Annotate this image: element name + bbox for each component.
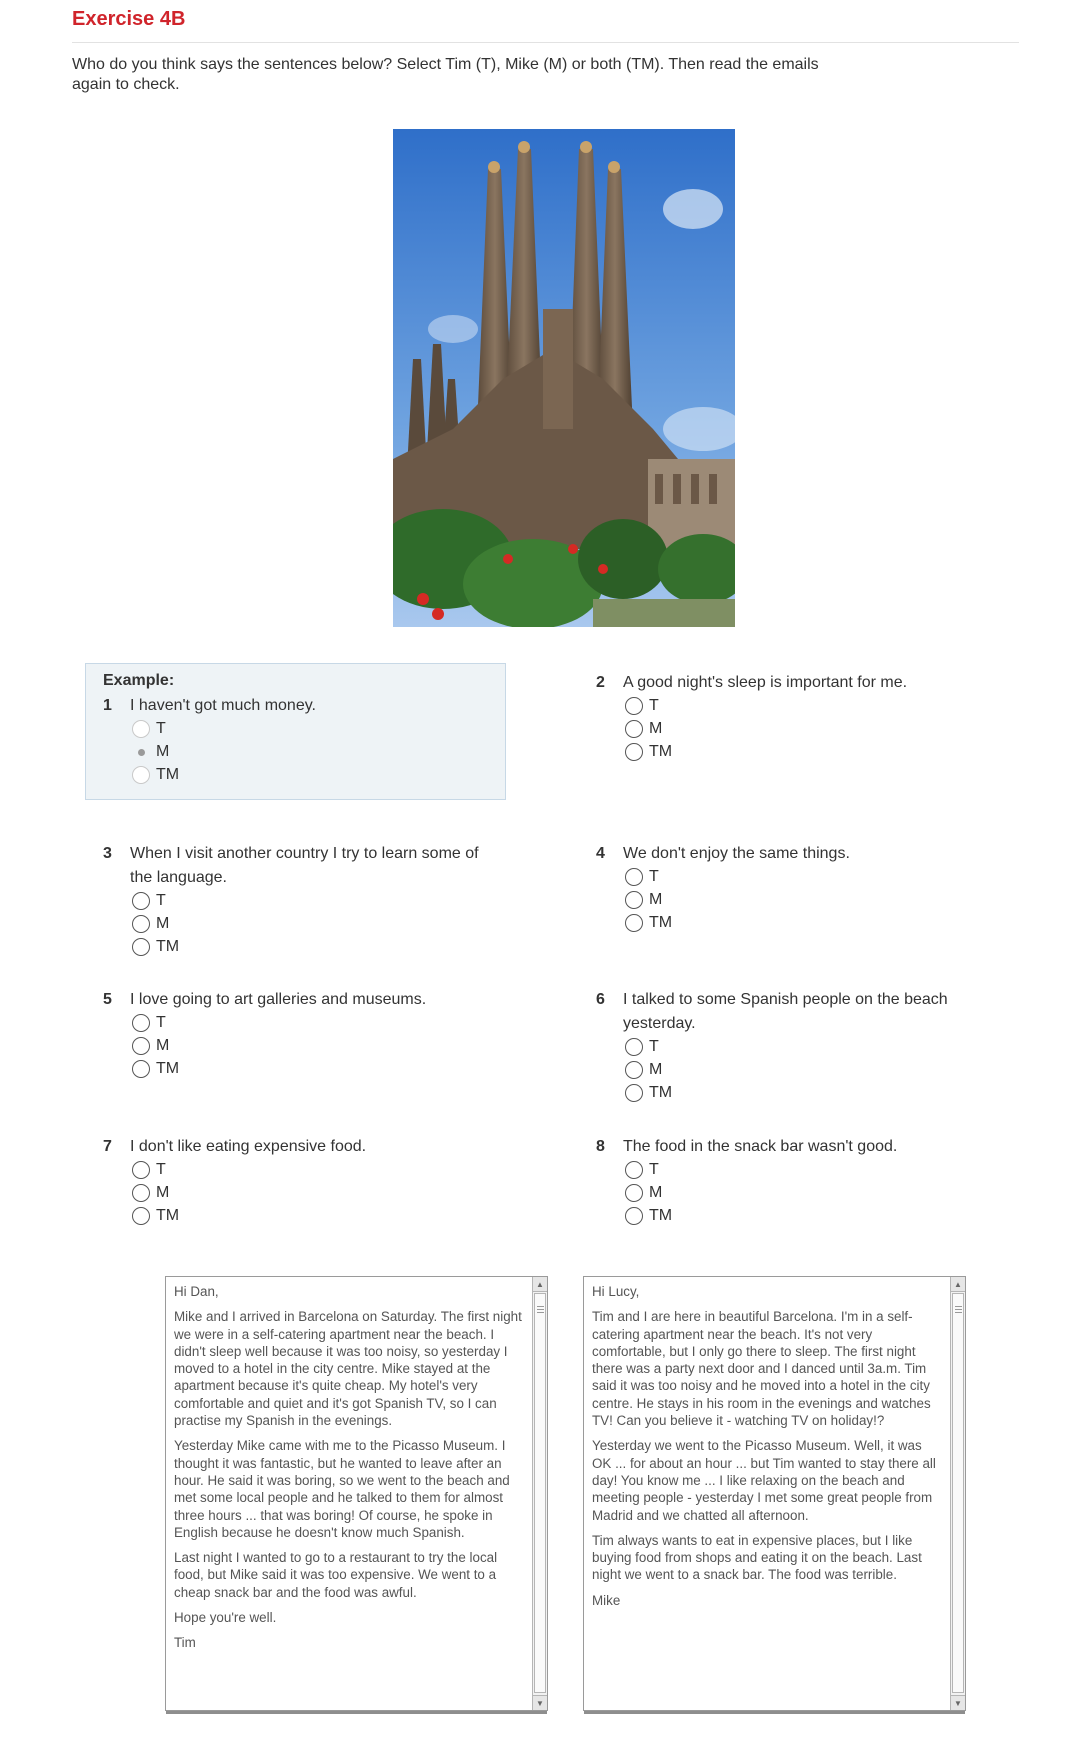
question-1 <box>103 694 503 790</box>
question-text: The food in the snack bar wasn't good. <box>623 1138 898 1155</box>
email-paragraph: Tim always wants to eat in expensive places, but I like buying food from shops and eating it on the beach. Last night we went to a snack bar. The food was terrible. <box>592 1532 922 1583</box>
radio-icon[interactable] <box>132 1014 150 1032</box>
radio-icon[interactable] <box>625 1184 643 1202</box>
scroll-down-icon[interactable]: ▼ <box>533 1695 547 1710</box>
email-body <box>174 1283 526 1660</box>
example-label: Example: <box>103 672 175 689</box>
option-tm[interactable]: TM <box>132 1058 179 1080</box>
question-text: I don't like eating expensive food. <box>130 1138 367 1155</box>
scroll-up-icon[interactable]: ▲ <box>951 1277 965 1292</box>
scrollbar[interactable] <box>532 1277 547 1710</box>
option-t[interactable]: T <box>625 1159 659 1181</box>
question-4 <box>596 842 996 938</box>
radio-icon[interactable] <box>132 1060 150 1078</box>
exercise-title: Exercise 4B <box>72 8 186 30</box>
question-number: 5 <box>103 991 112 1008</box>
radio-icon[interactable] <box>132 1184 150 1202</box>
title-divider <box>72 42 1019 43</box>
question-text: I love going to art galleries and museums. <box>130 991 427 1008</box>
question-7 <box>103 1135 523 1231</box>
question-text: A good night's sleep is important for me. <box>623 674 908 691</box>
option-m: M <box>132 741 169 763</box>
question-text-line2: yesterday. <box>623 1015 696 1032</box>
option-tm: TM <box>132 764 179 786</box>
email-signature: Mike <box>592 1592 621 1608</box>
radio-icon[interactable] <box>625 1161 643 1179</box>
grip-icon <box>955 1306 962 1313</box>
option-t: T <box>132 718 166 740</box>
option-t[interactable]: T <box>625 695 659 717</box>
email-paragraph: Tim and I are here in beautiful Barcelona. I'm in a self-catering apartment near the beach. It's not very comfortable, but I only go there to sleep. The first night there was a party next door and I danced until 3a.m. Tim said it was too noisy and he moved into a hotel in the city centre. He stays in his room in the evenings and watches TV! Can you believe it - watching TV on holiday!? <box>592 1309 931 1429</box>
scrollbar[interactable] <box>950 1277 965 1710</box>
email-paragraph: Hope you're well. <box>174 1610 277 1626</box>
question-text: I haven't got much money. <box>130 697 316 714</box>
option-m[interactable]: M <box>625 718 662 740</box>
radio-icon[interactable] <box>625 891 643 909</box>
question-6 <box>596 988 1016 1106</box>
instructions: Who do you think says the sentences below? Select Tim (T), Mike (M) or both (TM). Then read the emails again to check. <box>72 56 819 93</box>
radio-icon[interactable] <box>132 892 150 910</box>
option-m[interactable]: M <box>132 1035 169 1057</box>
question-3 <box>103 842 523 960</box>
question-text-line2: the language. <box>130 869 227 886</box>
grip-icon <box>537 1306 544 1313</box>
radio-icon[interactable] <box>625 743 643 761</box>
email-paragraph: Last night I wanted to go to a restaurant to try the local food, but Mike said it was too expensive. We went to a cheap snack bar and the food was awful. <box>174 1550 498 1600</box>
radio-icon[interactable] <box>625 1207 643 1225</box>
question-number: 8 <box>596 1138 605 1155</box>
question-2 <box>596 671 996 767</box>
question-number: 7 <box>103 1138 112 1155</box>
email-greeting: Hi Dan, <box>174 1284 219 1299</box>
question-text: We don't enjoy the same things. <box>623 845 850 862</box>
radio-icon <box>132 720 150 738</box>
email-signature: Tim <box>174 1635 196 1651</box>
radio-icon[interactable] <box>625 1038 643 1056</box>
scroll-thumb[interactable] <box>952 1293 964 1693</box>
option-tm[interactable]: TM <box>625 1205 672 1227</box>
radio-icon[interactable] <box>132 1037 150 1055</box>
email-tim[interactable] <box>165 1276 548 1711</box>
option-tm[interactable]: TM <box>625 741 672 763</box>
option-t[interactable]: T <box>132 1012 166 1034</box>
option-t[interactable]: T <box>625 1036 659 1058</box>
email-paragraph: Mike and I arrived in Barcelona on Saturday. The first night we were in a self-catering apartment near the beach. I didn't sleep well because it was too noisy, so yesterday I moved to a hotel in the city centre. Mike stayed at the apartment because it's quite cheap. My hotel's very comfortable and quiet and it's got Spanish TV, so I can practise my Spanish in the evenings. <box>174 1309 522 1429</box>
question-5 <box>103 988 523 1084</box>
email-paragraph: Yesterday we went to the Picasso Museum. Well, it was OK ... for about an hour ... but Tim wanted to stay there all day! You know me ... I like relaxing on the beach and meeting people - yesterday I met some great people from Madrid and we chatted all afternoon. <box>592 1438 936 1523</box>
question-text: I talked to some Spanish people on the beach <box>623 991 948 1008</box>
radio-icon[interactable] <box>625 1084 643 1102</box>
option-t[interactable]: T <box>132 890 166 912</box>
option-tm[interactable]: TM <box>132 1205 179 1227</box>
radio-icon[interactable] <box>625 1061 643 1079</box>
email-paragraph: Yesterday Mike came with me to the Picasso Museum. I thought it was fantastic, but he wanted to leave after an hour. He said it was boring, so we went to the beach and met some local people and he talked to them for almost three hours ... that was boring! Of course, he spoke in English because he doesn't know much Spanish. <box>174 1438 510 1540</box>
option-m[interactable]: M <box>132 913 169 935</box>
radio-icon[interactable] <box>132 915 150 933</box>
option-m[interactable]: M <box>625 889 662 911</box>
radio-icon[interactable] <box>625 697 643 715</box>
scroll-up-icon[interactable]: ▲ <box>533 1277 547 1292</box>
option-m[interactable]: M <box>625 1182 662 1204</box>
sagrada-familia-photo <box>393 129 735 627</box>
question-number: 1 <box>103 697 112 714</box>
question-number: 3 <box>103 845 112 862</box>
radio-icon[interactable] <box>625 868 643 886</box>
radio-selected-icon <box>132 743 150 761</box>
email-bottom-border <box>166 1711 547 1714</box>
email-body <box>592 1283 944 1617</box>
question-text: When I visit another country I try to learn some of <box>130 845 479 862</box>
question-8 <box>596 1135 1016 1231</box>
email-mike[interactable] <box>583 1276 966 1711</box>
question-number: 6 <box>596 991 605 1008</box>
question-number: 2 <box>596 674 605 691</box>
option-m[interactable]: M <box>625 1059 662 1081</box>
radio-icon[interactable] <box>132 1161 150 1179</box>
radio-icon <box>132 766 150 784</box>
option-tm[interactable]: TM <box>132 936 179 958</box>
radio-icon[interactable] <box>625 720 643 738</box>
radio-icon[interactable] <box>132 938 150 956</box>
option-m[interactable]: M <box>132 1182 169 1204</box>
option-t[interactable]: T <box>132 1159 166 1181</box>
question-number: 4 <box>596 845 605 862</box>
radio-icon[interactable] <box>625 914 643 932</box>
email-greeting: Hi Lucy, <box>592 1284 640 1299</box>
option-t[interactable]: T <box>625 866 659 888</box>
scroll-down-icon[interactable]: ▼ <box>951 1695 965 1710</box>
radio-icon[interactable] <box>132 1207 150 1225</box>
email-bottom-border <box>584 1711 965 1714</box>
option-tm[interactable]: TM <box>625 912 672 934</box>
scroll-thumb[interactable] <box>534 1293 546 1693</box>
option-tm[interactable]: TM <box>625 1082 672 1104</box>
